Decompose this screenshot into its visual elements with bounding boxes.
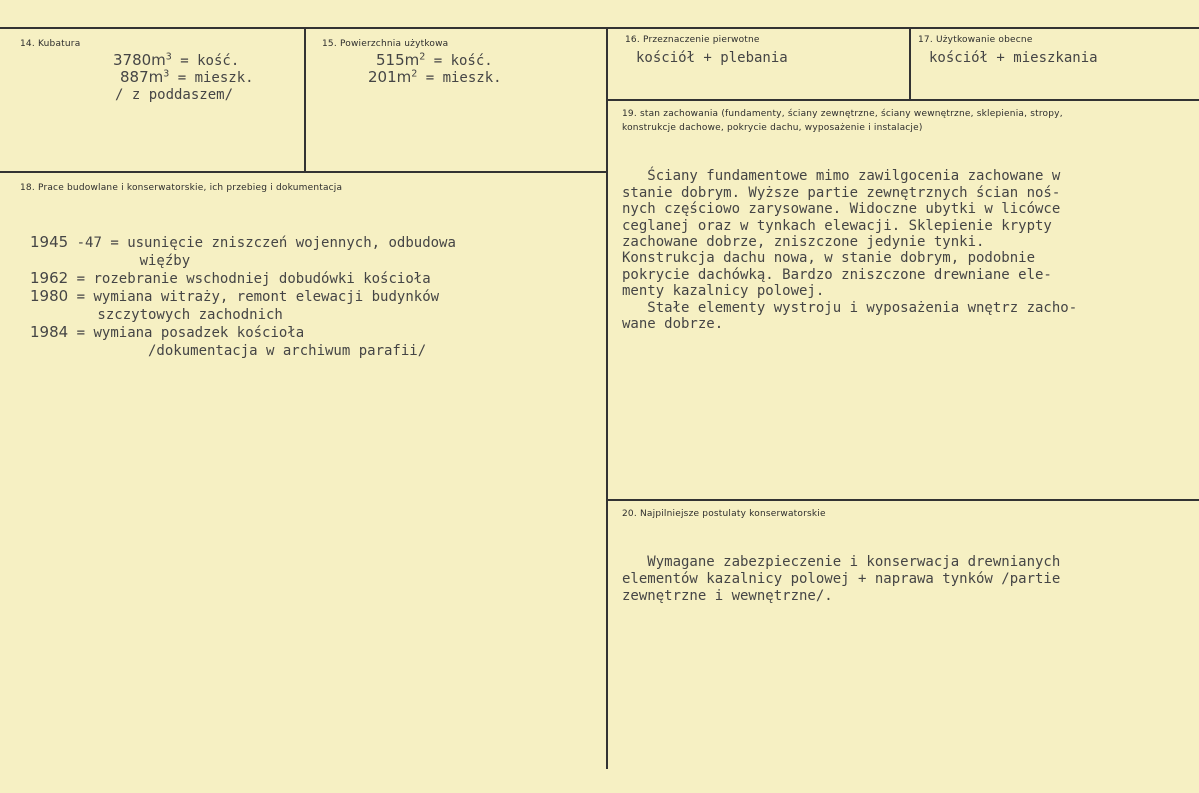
f14-exp-2: 3 <box>163 68 170 80</box>
f19-line-5: zachowane dobrze, zniszczone jedynie tynki. <box>622 234 985 251</box>
f18-year-4: 1980 <box>30 287 69 305</box>
f18-entry-4 <box>30 288 456 306</box>
f15-value-2: 201m <box>368 68 412 86</box>
f19-line-3: nych częściowo zarysowane. Widoczne ubytki w licówce <box>622 201 1061 218</box>
f18-text-2: więźby <box>30 253 191 269</box>
field-15-label: 15. Powierzchnia użytkowa <box>322 39 449 49</box>
field-14-line-3: / z poddaszem/ <box>115 87 234 103</box>
f15-exp-2: 2 <box>411 68 418 80</box>
f15-rest-1: = kość. <box>425 53 493 69</box>
f14-value-1: 3780m <box>113 51 166 69</box>
f14-exp-1: 3 <box>165 51 172 63</box>
f18-entry-6 <box>30 324 456 342</box>
f18-entry-7 <box>30 342 456 360</box>
f18-year-3: 1962 <box>30 269 69 287</box>
f19-line-7: pokrycie dachówką. Bardzo zniszczone drewniane ele- <box>622 266 1052 283</box>
field-19-text <box>622 152 1077 365</box>
f18-text-5: szczytowych zachodnich <box>30 307 283 323</box>
field-20-label: 20. Najpilniejsze postulaty konserwatorskie <box>622 509 826 519</box>
divider-f19-f20 <box>607 499 1199 501</box>
field-19-label-line-2: konstrukcje dachowe, pokrycie dachu, wyposażenie i instalacje) <box>622 123 923 133</box>
f19-line-2: stanie dobrym. Wyższe partie zewnętrznych ścian noś- <box>622 184 1061 201</box>
field-18-entries <box>30 217 456 394</box>
top-border-line <box>0 27 1199 29</box>
f18-entry-3 <box>30 270 456 288</box>
f15-exp-1: 2 <box>419 51 426 63</box>
divider-row1-right <box>607 99 1199 101</box>
field-14-line-2 <box>120 69 254 87</box>
f15-rest-2: = mieszk. <box>417 70 502 86</box>
f18-entry-1 <box>30 234 456 252</box>
field-19-label-line-1: 19. stan zachowania (fundamenty, ściany zewnętrzne, ściany wewnętrzne, sklepienia, stropy, <box>622 109 1063 119</box>
field-15-line-2 <box>368 69 502 87</box>
divider-f14-f15 <box>304 27 306 173</box>
f18-text-7: /dokumentacja w archiwum parafii/ <box>30 343 427 359</box>
f14-value-2: 887m <box>120 68 164 86</box>
f20-line-2: elementów kazalnicy polowej + naprawa tynków /partie <box>622 571 1061 587</box>
f18-entry-2 <box>30 252 456 270</box>
f20-line-3: zewnętrzne i wewnętrzne/. <box>622 588 833 604</box>
f19-line-4: ceglanej oraz w tynkach elewacji. Sklepienie krypty <box>622 217 1052 234</box>
f19-line-1: Ściany fundamentowe mimo zawilgocenia zachowane w <box>622 168 1061 185</box>
f20-line-1: Wymagane zabezpieczenie i konserwacja drewnianych <box>622 554 1061 570</box>
field-16-value: kościół + plebania <box>636 50 788 66</box>
f19-line-6: Konstrukcja dachu nowa, w stanie dobrym, podobnie <box>622 250 1036 267</box>
field-14-label: 14. Kubatura <box>20 39 81 49</box>
f18-year-1: 1945 <box>30 233 69 251</box>
f18-text-6: = wymiana posadzek kościoła <box>68 325 305 341</box>
field-20-text <box>622 537 1060 639</box>
f19-line-10: wane dobrze. <box>622 316 724 333</box>
field-17-value: kościół + mieszkania <box>929 50 1098 66</box>
f18-entry-5 <box>30 306 456 324</box>
f18-year-6: 1984 <box>30 323 69 341</box>
field-18-label: 18. Prace budowlane i konserwatorskie, ich przebieg i dokumentacja <box>20 183 343 193</box>
f18-text-1: -47 = usunięcie zniszczeń wojennych, odbudowa <box>68 235 456 251</box>
f18-text-4: = wymiana witraży, remont elewacji budynków <box>68 289 440 305</box>
f14-rest-1: = kość. <box>171 53 240 69</box>
f19-line-9: Stałe elementy wystroju i wyposażenia wnętrz zacho- <box>622 299 1078 316</box>
divider-f16-f17 <box>909 27 911 100</box>
f14-rest-2: = mieszk. <box>169 70 254 86</box>
field-17-label: 17. Użytkowanie obecne <box>918 35 1033 45</box>
f18-text-3: = rozebranie wschodniej dobudówki kościoła <box>68 271 431 287</box>
main-vertical-divider <box>606 27 608 769</box>
f15-value-1: 515m <box>376 51 420 69</box>
f19-line-8: menty kazalnicy polowej. <box>622 283 825 300</box>
field-16-label: 16. Przeznaczenie pierwotne <box>625 35 760 45</box>
